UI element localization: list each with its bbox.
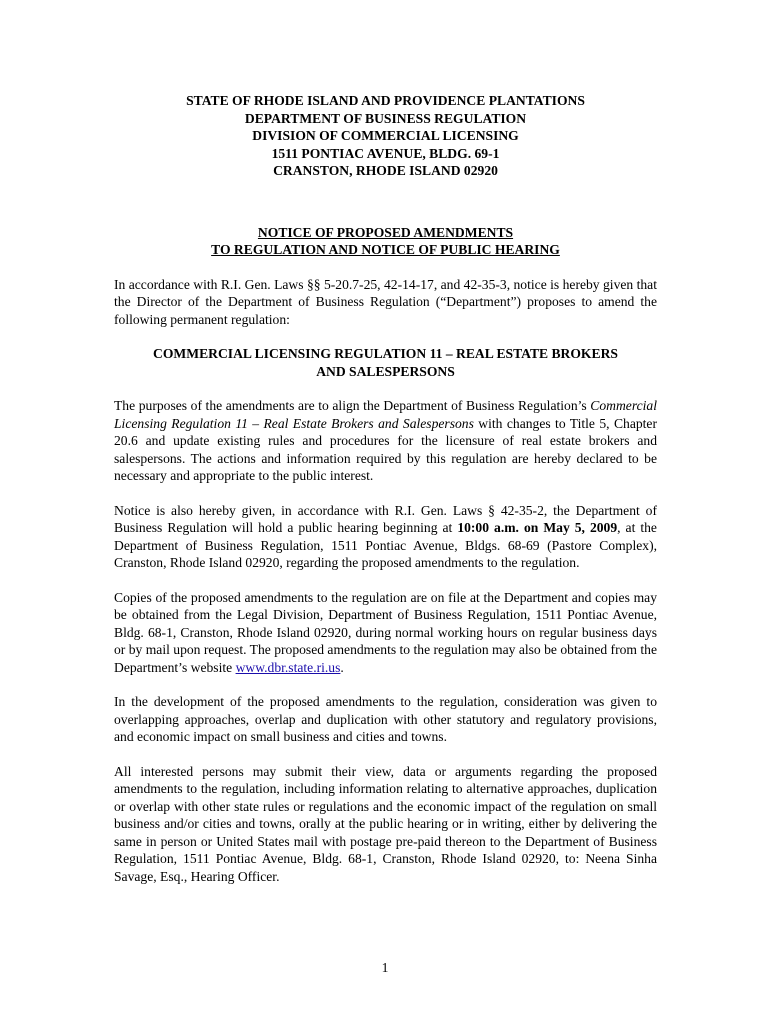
website-link[interactable]: www.dbr.state.ri.us (235, 659, 341, 675)
hearing-datetime: 10:00 a.m. on May 5, 2009 (457, 520, 618, 535)
letterhead (114, 92, 657, 180)
letterhead-city: CRANSTON, RHODE ISLAND 02920 (273, 163, 498, 178)
purposes-paragraph (114, 397, 657, 485)
purposes-text-start: The purposes of the amendments are to align the Department of Business Regulation’s (114, 398, 591, 413)
page-number: 1 (381, 960, 389, 975)
letterhead-department: DEPARTMENT OF BUSINESS REGULATION (244, 110, 527, 126)
notice-title-line2: TO REGULATION AND NOTICE OF PUBLIC HEARING (211, 242, 560, 257)
letterhead-division: DIVISION OF COMMERCIAL LICENSING (252, 128, 519, 143)
purposes-text-end: with changes to Title 5, Chapter 20.6 and update existing rules and procedures for the licensure of real estate brokers and salespersons. The actions and information required by this regulation are hereby declared to be necessary and appropriate to the public interest. (114, 415, 657, 483)
letterhead-street: 1511 PONTIAC AVENUE, BLDG. 69-1 (271, 145, 500, 161)
document-page (114, 92, 657, 885)
copies-text-end: . (340, 659, 344, 675)
notice-title (114, 224, 657, 259)
development-paragraph: In the development of the proposed amendments to the regulation, consideration was given to overlapping approaches, overlap and duplication with other statutory and regulatory provisions, and economic impact on small business and cities and towns. (114, 694, 657, 744)
submission-paragraph: All interested persons may submit their view, data or arguments regarding the proposed amendments to the regulation, including information relating to alternative approaches, duplication or overlap with other state rules or regulations and the economic impact of the regulation on small business and/or cities and towns, orally at the public hearing or in writing, either by delivering the same in person or United States mail with postage pre-paid thereon to the Department of Business Regulation, 1511 Pontiac Avenue, Bldg. 68-1, Cranston, Rhode Island 02920, to: Neena Sinha Savage, Esq., Hearing Officer. (114, 763, 657, 884)
regulation-title-line1: COMMERCIAL LICENSING REGULATION 11 – REAL ESTATE BROKERS (153, 346, 618, 361)
hearing-paragraph (114, 502, 657, 572)
regulation-name-italic: Commercial Licensing Regulation 11 – Real Estate Brokers and Salespersons (114, 398, 657, 431)
letterhead-state: STATE OF RHODE ISLAND AND PROVIDENCE PLANTATIONS (186, 93, 585, 108)
intro-paragraph: In accordance with R.I. Gen. Laws §§ 5-20.7-25, 42-14-17, and 42-35-3, notice is hereby given that the Director of the Department of Business Regulation (“Department”) proposes to amend the following permanent regulation: (114, 276, 657, 327)
regulation-title-line2: AND SALESPERSONS (316, 363, 455, 379)
hearing-text-start: Notice is also hereby given, in accordance with R.I. Gen. Laws § 42-35-2, the Department of Business Regulation will hold a public hearing beginning at (114, 502, 657, 535)
regulation-title (114, 345, 657, 380)
copies-paragraph (114, 589, 657, 677)
notice-title-line1: NOTICE OF PROPOSED AMENDMENTS (257, 224, 514, 240)
copies-text-start: Copies of the proposed amendments to the regulation are on file at the Department and copies may be obtained from the Legal Division, Department of Business Regulation, 1511 Pontiac Avenue, Bldg. 68-1, Cranston, Rhode Island 02920, during normal working hours on regular business days or by mail upon request. The proposed amendments to the regulation may also be obtained from the Department’s website (114, 589, 657, 675)
hearing-text-end: , at the Department of Business Regulation, 1511 Pontiac Avenue, Bldgs. 68-69 (Pastore Complex), Cranston, Rhode Island 02920, regarding the proposed amendments to the regulation. (114, 520, 657, 570)
